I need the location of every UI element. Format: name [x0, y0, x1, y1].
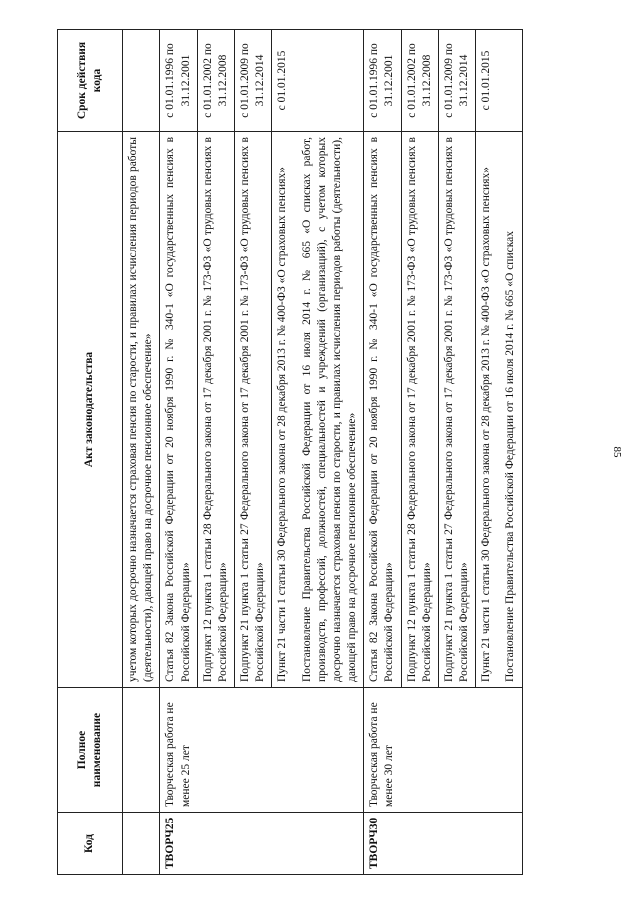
act-text: Подпункт 12 пункта 1 статьи 28 Федерального закона от 17 декабря 2001 г. № 173-ФЗ «О трудовых пенсиях в Российской Федерации» [201, 137, 229, 682]
term-cell: с 01.01.1996 по 31.12.2001 [364, 30, 401, 132]
header-name: Полное наименование [58, 688, 123, 813]
header-code: Код [58, 813, 123, 875]
code-cell: ТВОРЧ30 [364, 813, 522, 875]
act-text: Пункт 21 части 1 статьи 30 Федерального закона от 28 декабря 2013 г. № 400-ФЗ «О страховых пенсиях» [480, 167, 493, 682]
codes-table [57, 29, 523, 875]
act-cell [160, 132, 197, 688]
name-cell: Творческая работа не менее 25 лет [160, 688, 364, 813]
act-text: Подпункт 21 пункта 1 статьи 27 Федерального закона от 17 декабря 2001 г. № 173-ФЗ «О трудовых пенсиях в Российской Федерации» [239, 137, 267, 682]
act-cell [401, 132, 438, 688]
act-text-secondary: Постановление Правительства Российской Федерации от 16 июля 2014 г. № 665 «О списках [504, 231, 517, 682]
term-cell [123, 30, 160, 132]
act-text: Статья 82 Закона Российской Федерации от 20 ноября 1990 г. № 340-1 «О государственных пенсиях в Российской Федерации» [368, 137, 396, 682]
act-cell [438, 132, 475, 688]
term-cell: с 01.01.2002 по 31.12.2008 [197, 30, 234, 132]
header-act: Акт законодательства [58, 132, 123, 688]
table-row [364, 30, 401, 875]
table-row [160, 30, 197, 875]
act-cell [364, 132, 401, 688]
term-cell: с 01.01.2002 по 31.12.2008 [401, 30, 438, 132]
act-text: Подпункт 21 пункта 1 статьи 27 Федерального закона от 17 декабря 2001 г. № 173-ФЗ «О трудовых пенсиях в Российской Федерации» [442, 137, 471, 682]
page-number: 85 [611, 446, 623, 458]
table-header-row [58, 30, 123, 875]
term-cell: с 01.01.2009 по 31.12.2014 [235, 30, 272, 132]
header-term: Срок действия кода [58, 30, 123, 132]
term-cell: с 01.01.1996 по 31.12.2001 [160, 30, 197, 132]
act-text: Пункт 21 части 1 статьи 30 Федерального закона от 28 декабря 2013 г. № 400-ФЗ «О страховых пенсиях» [276, 167, 289, 682]
act-cell [197, 132, 234, 688]
code-cell: ТВОРЧ25 [160, 813, 364, 875]
act-text-secondary: Постановление Правительства Российской Федерации от 16 июля 2014 г. № 665 «О списках работ, производств, профессий, должностей, специальностей и учреждений (организаций), с учетом которых досрочно назначается страховая пенсия по старости, и правилах исчисления периодов работы (деятельности), дающей право на досрочное пенсионное обеспечение» [300, 137, 359, 682]
act-text: Подпункт 12 пункта 1 статьи 28 Федерального закона от 17 декабря 2001 г. № 173-ФЗ «О трудовых пенсиях в Российской Федерации» [405, 137, 433, 682]
term-cell: с 01.01.2015 [476, 30, 522, 132]
term-cell: с 01.01.2009 по 31.12.2014 [438, 30, 475, 132]
act-cell: учетом которых досрочно назначается страховая пенсия по старости, и правилах исчисления периодов работы (деятельности), дающей право на досрочное пенсионное обеспечение» [123, 132, 160, 688]
name-cell: Творческая работа не менее 30 лет [364, 688, 522, 813]
continuation-row [123, 30, 160, 875]
act-text: Статья 82 Закона Российской Федерации от 20 ноября 1990 г. № 340-1 «О государственных пенсиях в Российской Федерации» [164, 137, 192, 682]
act-cell [272, 132, 364, 688]
act-cell [235, 132, 272, 688]
term-cell: с 01.01.2015 [272, 30, 364, 132]
act-cell [476, 132, 522, 688]
